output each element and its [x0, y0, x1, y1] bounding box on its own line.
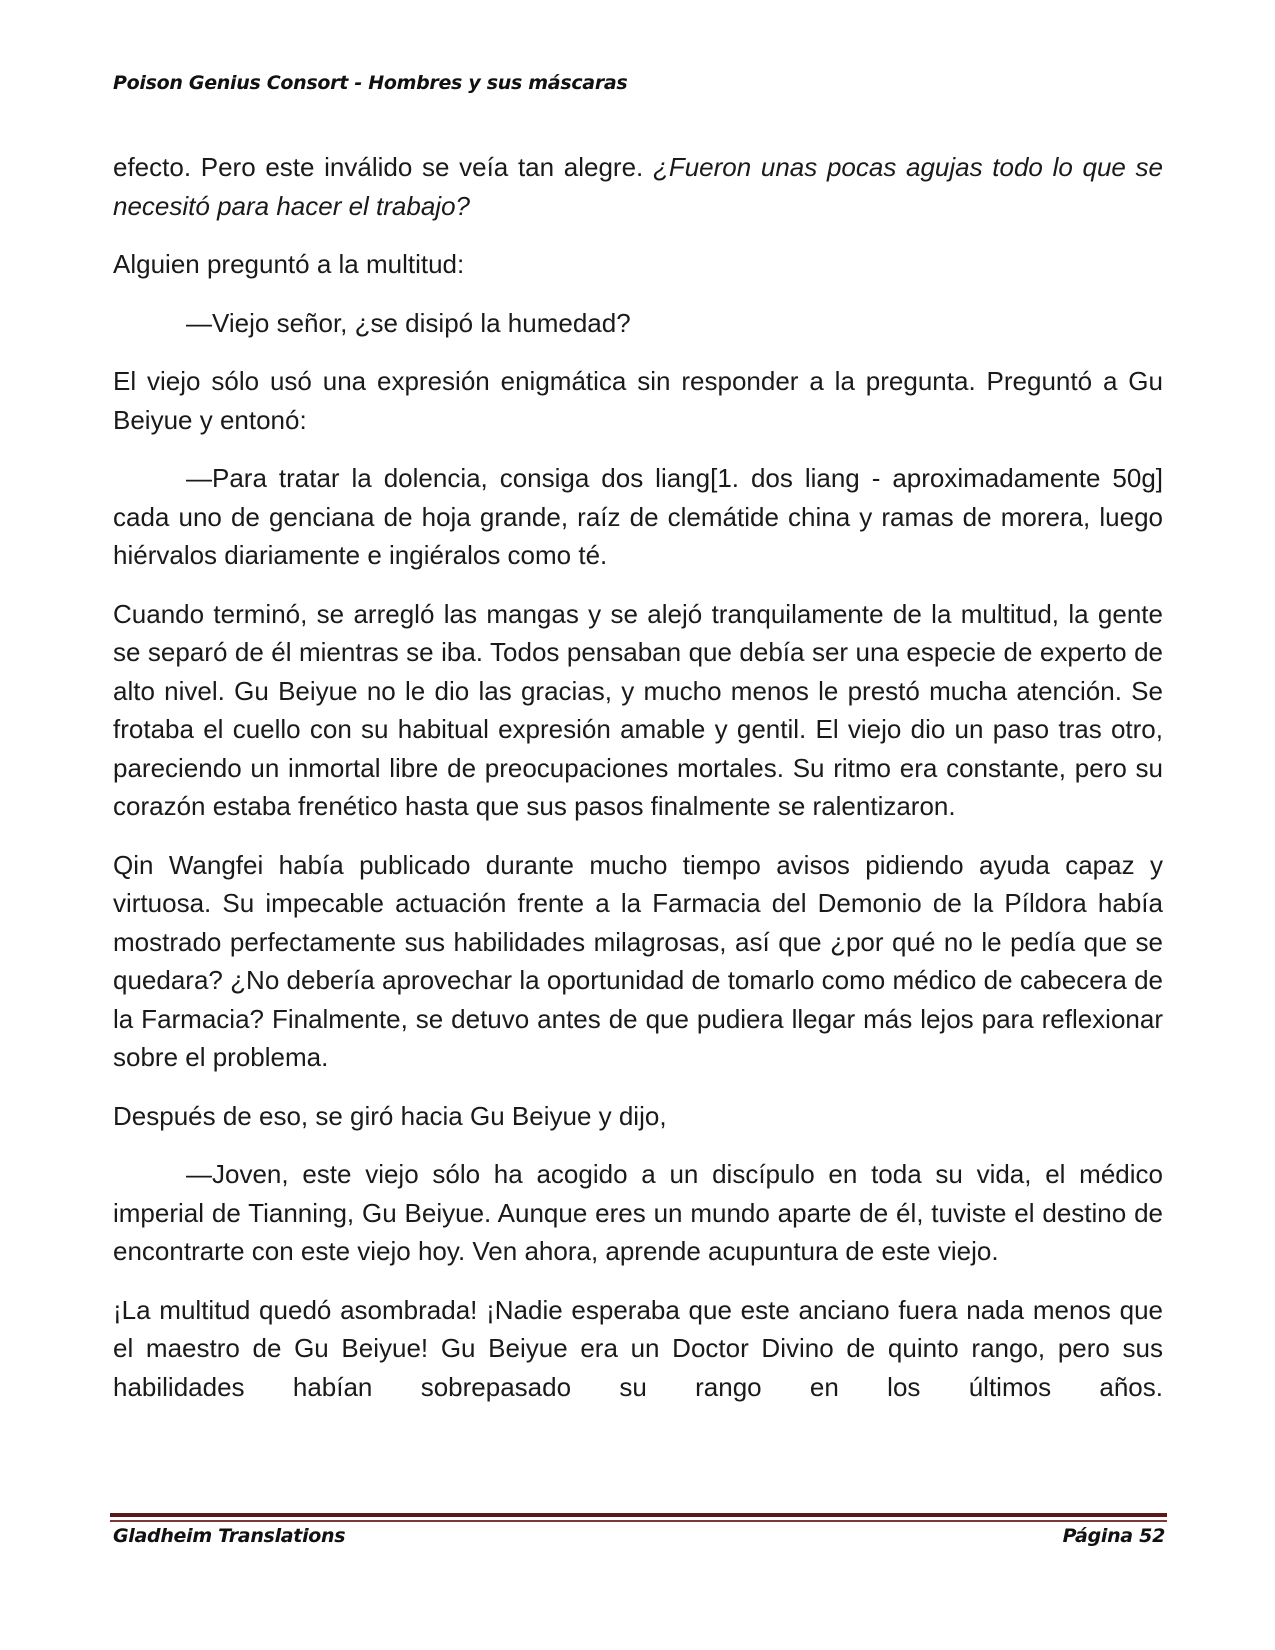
- body-text: [113, 148, 1163, 1406]
- paragraph: Alguien preguntó a la multitud:: [113, 249, 465, 279]
- page-header-title: Poison Genius Consort - Hombres y sus máscaras: [113, 72, 628, 94]
- paragraph: Qin Wangfei había publicado durante mucho tiempo avisos pidiendo ayuda capaz y virtuosa. Su impecable actuación frente a la Farmacia del Demonio de la Píldora había mostrado perfectamente sus habilidades milagrosas, así que ¿por qué no le pedía que se quedara? ¿No debería aprovechar la oportunidad de tomarlo como médico de cabecera de la Farmacia? Finalmente, se detuvo antes de que pudiera llegar más lejos para reflexionar sobre el problema.: [113, 849, 1163, 1072]
- dialogue-paragraph: —Viejo señor, ¿se disipó la humedad?: [186, 307, 631, 338]
- footer-divider-thin: [110, 1520, 1167, 1522]
- paragraph: ¡La multitud quedó asombrada! ¡Nadie esperaba que este anciano fuera nada menos que el maestro de Gu Beiyue! Gu Beiyue era un Doctor Divino de quinto rango, pero sus habilidades habían sobrepasado su rango en los últimos años.: [113, 1294, 1163, 1402]
- paragraph: El viejo sólo usó una expresión enigmática sin responder a la pregunta. Preguntó a Gu Beiyue y entonó:: [113, 366, 1163, 435]
- italic-thought: ¿Fueron unas pocas agujas todo lo que se necesitó para hacer el trabajo?: [113, 152, 1163, 221]
- dialogue-paragraph: —Para tratar la dolencia, consiga dos liang[1. dos liang - aproximadamente 50g] cada uno de genciana de hoja grande, raíz de clemátide china y ramas de morera, luego hiérvalos diariamente e ingiéralos como té.: [113, 463, 1163, 570]
- footer-publisher: Gladheim Translations: [113, 1525, 346, 1547]
- footer-divider: [110, 1513, 1167, 1517]
- paragraph: Después de eso, se giró hacia Gu Beiyue y dijo,: [113, 1100, 667, 1131]
- page-number: Página 52: [1062, 1525, 1165, 1547]
- dialogue-paragraph: —Joven, este viejo sólo ha acogido a un discípulo en toda su vida, el médico imperial de Tianning, Gu Beiyue. Aunque eres un mundo aparte de él, tuviste el destino de encontrarte con este viejo hoy. Ven ahora, aprende acupuntura de este viejo.: [113, 1159, 1163, 1266]
- paragraph: [113, 148, 1163, 225]
- paragraph-text: efecto. Pero este inválido se veía tan alegre.: [113, 152, 644, 182]
- paragraph: Cuando terminó, se arregló las mangas y se alejó tranquilamente de la multitud, la gente se separó de él mientras se iba. Todos pensaban que debía ser una especie de experto de alto nivel. Gu Beiyue no le dio las gracias, y mucho menos le prestó mucha atención. Se frotaba el cuello con su habitual expresión amable y gentil. El viejo dio un paso tras otro, pareciendo un inmortal libre de preocupaciones mortales. Su ritmo era constante, pero su corazón estaba frenético hasta que sus pasos finalmente se ralentizaron.: [113, 598, 1163, 821]
